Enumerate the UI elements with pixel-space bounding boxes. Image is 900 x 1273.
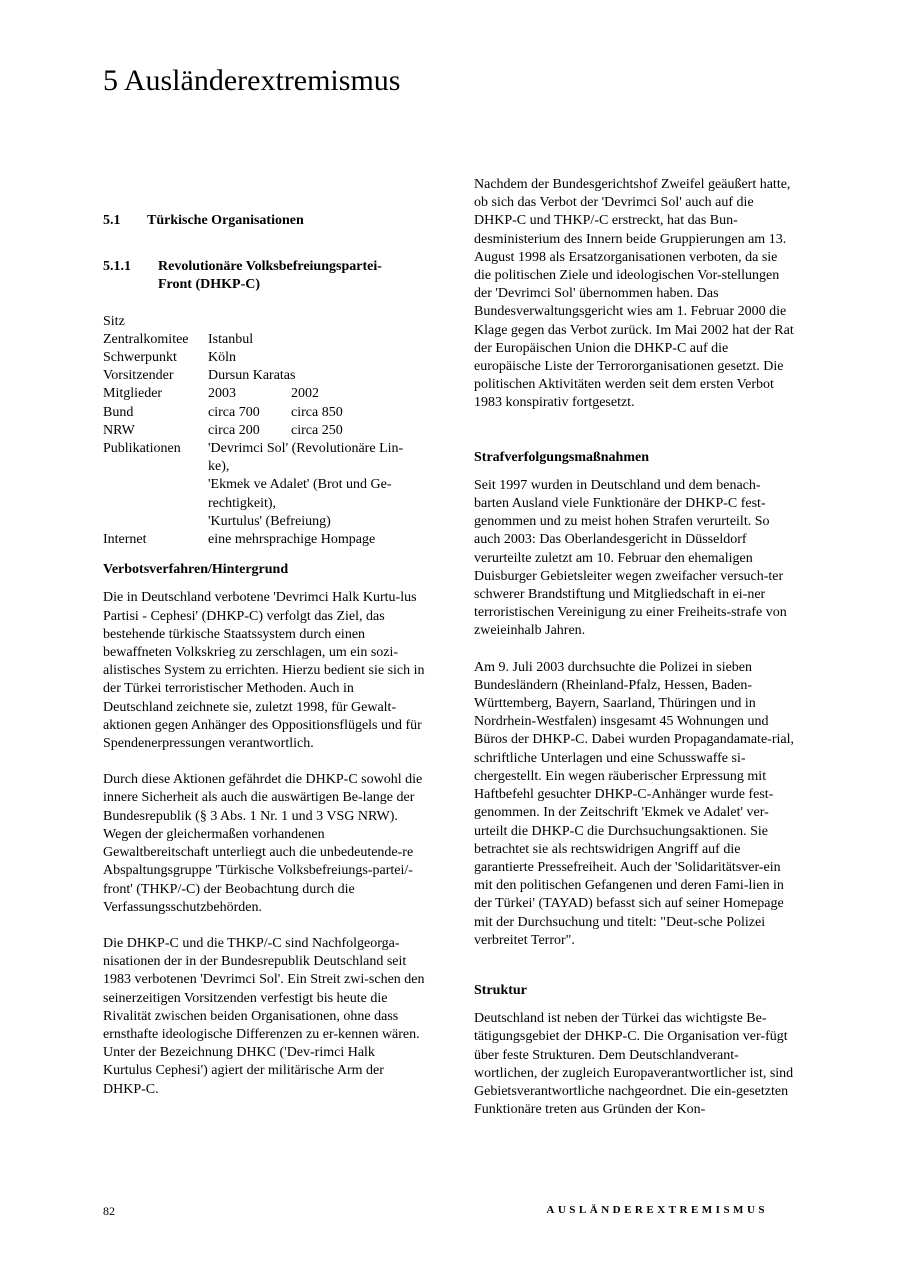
paragraph: Nachdem der Bundesgerichtshof Zweifel geäußert hatte, ob sich das Verbot der 'Devrimci Sol' auch auf die DHKP-C und THKP/-C erstreckt, hat das Bun-desministerium des Innern beide Gruppierungen am 13. August 1998 als Ersatzorganisationen verboten, da sie die politischen Ziele und ideologischen Vor-stellungen der 'Devrimci Sol' übernommen haben. Das Bundesverwaltungsgericht wies am 1. Februar 2000 die Klage gegen das Verbot zurück. Im Mai 2002 hat der Rat der Europäischen Union die DHKP-C auf die europäische Liste der Terrororganisationen gesetzt. Die politischen Aktivitäten werden seit dem ersten Verbot 1983 konspirativ fortgesetzt. (474, 177, 794, 411)
facts-row (103, 422, 425, 440)
facts-value: circa 850 (291, 404, 343, 420)
facts-value: rechtigkeit), (208, 495, 277, 511)
facts-row (103, 313, 425, 331)
facts-value: 'Ekmek ve Adalet' (Brot und Ge- (208, 477, 392, 493)
facts-table (103, 313, 425, 550)
heading-strafverfolgung: Strafverfolgungsmaßnahmen (474, 449, 650, 465)
facts-year: 2002 (291, 386, 319, 402)
subsection-number: 5.1.1 (103, 259, 131, 275)
facts-value: Istanbul (208, 331, 254, 347)
page-number: 82 (103, 1204, 115, 1218)
heading-struktur: Struktur (474, 982, 527, 998)
facts-label: NRW (103, 422, 135, 438)
running-title: AUSLÄNDEREXTREMISMUS (546, 1204, 768, 1216)
facts-label: Publikationen (103, 441, 181, 457)
left-column (103, 212, 425, 1099)
paragraph: Am 9. Juli 2003 durchsuchte die Polizei in sieben Bundesländern (Rheinland-Pfalz, Hessen, Baden-Württemberg, Bayern, Saarland, Thüringen und in Nordrhein-Westfalen) insgesamt 45 Wohnungen und Büros der DHKP-C. Dabei wurden Propagandamate-rial, schriftliche Unterlagen und eine Schusswaffe si-chergestellt. Ein wegen räuberischer Erpressung mit Haftbefehl gesuchter DHKP-C-Anhänger wurde fest-genommen. In der Zeitschrift 'Ekmek ve Adalet' ver-urteilt die DHKP-C die Durchsuchungsaktionen. Sie betrachtet sie als rechtswidrigen Angriff auf die garantierte Pressefreiheit. Auch der 'Solidaritätsver-ein mit den politischen Gefangenen und deren Fami-lien in der Türkei' (TAYAD) befasst sich auf seiner Homepage mit der Durchsuchung und titelt: "Deut-sche Polizei verbreitet Terror". (474, 659, 794, 948)
section-title: Türkische Organisationen (147, 213, 304, 228)
paragraph: Die in Deutschland verbotene 'Devrimci Halk Kurtu-lus Partisi - Cephesi' (DHKP-C) verfolgt das Ziel, das bestehende türkische Staatssystem durch einen bewaffneten Volkskrieg zu zerschlagen, um ein sozi-alistisches System zu errichten. Hierzu bedient sie sich in der Türkei terroristischer Methoden. Auch in Deutschland zeichnete sie, zuletzt 1998, für Gewalt-aktionen gegen Anhänger des Oppositionsflügels und für Spendenerpressungen verantwortlich. (103, 590, 425, 752)
facts-label: Vorsitzender (103, 368, 174, 384)
facts-label: Bund (103, 404, 134, 420)
facts-value: Dursun Karatas (208, 368, 296, 384)
facts-value: ke), (208, 459, 230, 475)
paragraph: Durch diese Aktionen gefährdet die DHKP-C sowohl die innere Sicherheit als auch die auswärtigen Be-lange der Bundesrepublik (§ 3 Abs. 1 Nr. 1 und 3 VSG NRW). Wegen der gleichermaßen vorhandenen Gewaltbereitschaft unterliegt auch die unbedeutende-re Abspaltungsgruppe 'Türkische Volksbefreiungs-partei/-front' (THKP/-C) der Beobachtung durch die Verfassungsschutzbehörden. (103, 772, 423, 915)
facts-value: 'Kurtulus' (Befreiung) (208, 513, 331, 529)
facts-row (103, 440, 425, 458)
subsection-heading (103, 258, 425, 294)
paragraph: Die DHKP-C und die THKP/-C sind Nachfolgeorga-nisationen der in der Bundesrepublik Deutschland seit 1983 verbotenen 'Devrimci Sol'. Ein Streit zwi-schen den seinerzeitigen Vorsitzenden verfestigt bis heute die Rivalität zwischen beiden Organisationen, ohne dass ernsthafte ideologische Differenzen zu er-kennen wären. Unter der Bezeichnung DHKC ('Dev-rimci Halk Kurtulus Cephesi') agiert der militärische Arm der DHKP-C. (103, 935, 425, 1097)
subsection-title: Revolutionäre Volksbefreiungspartei-Front (DHKP-C) (158, 259, 382, 293)
facts-value: circa 250 (291, 422, 343, 438)
facts-label: Internet (103, 532, 147, 548)
paragraph: Deutschland ist neben der Türkei das wichtigste Be-tätigungsgebiet der DHKP-C. Die Organisation ver-fügt über feste Strukturen. Dem Deutschlandverant-wortlichen, der zugleich Europaverantwortlicher ist, sind Gebietsverantwortliche nachgeordnet. Die ein-gesetzten Funktionäre treten aus Gründen der Kon- (474, 1011, 794, 1118)
facts-label: Mitglieder (103, 386, 163, 402)
facts-label: Sitz (103, 313, 125, 329)
chapter-title: 5 Ausländerextremismus (103, 64, 401, 97)
paragraph: Seit 1997 wurden in Deutschland und dem benach-barten Ausland viele Funktionäre der DHKP-C fest-genommen und zu meist hohen Strafen verurteilt. So auch 2003: Das Oberlandesgericht in Düsseldorf verurteilte zuletzt am 10. Februar den ehemaligen Duisburger Gebietsleiter wegen zweifacher versuch-ter schwerer Brandstiftung und Mitgliedschaft in ei-ner terroristischen Vereinigung zu einer Freiheits-strafe von zweieinhalb Jahren. (474, 477, 787, 639)
facts-value: circa 200 (208, 422, 260, 438)
facts-row (103, 367, 425, 385)
facts-value: Köln (208, 350, 236, 366)
facts-value: circa 700 (208, 404, 260, 420)
section-heading (103, 212, 425, 230)
facts-row (103, 458, 425, 476)
facts-row (103, 513, 425, 531)
facts-row (103, 404, 425, 422)
facts-label: Schwerpunkt (103, 350, 177, 366)
facts-year: 2003 (208, 386, 236, 402)
facts-value: 'Devrimci Sol' (Revolutionäre Lin- (208, 441, 404, 457)
heading-verbotsverfahren: Verbotsverfahren/Hintergrund (103, 562, 289, 578)
section-number: 5.1 (103, 213, 121, 228)
facts-row (103, 349, 425, 367)
facts-label: Zentralkomitee (103, 331, 189, 347)
facts-row (103, 476, 425, 494)
facts-row (103, 531, 425, 549)
right-column (474, 176, 794, 1119)
facts-row (103, 331, 425, 349)
facts-row (103, 385, 425, 403)
facts-row (103, 495, 425, 513)
facts-value: eine mehrsprachige Hompage (208, 532, 376, 548)
